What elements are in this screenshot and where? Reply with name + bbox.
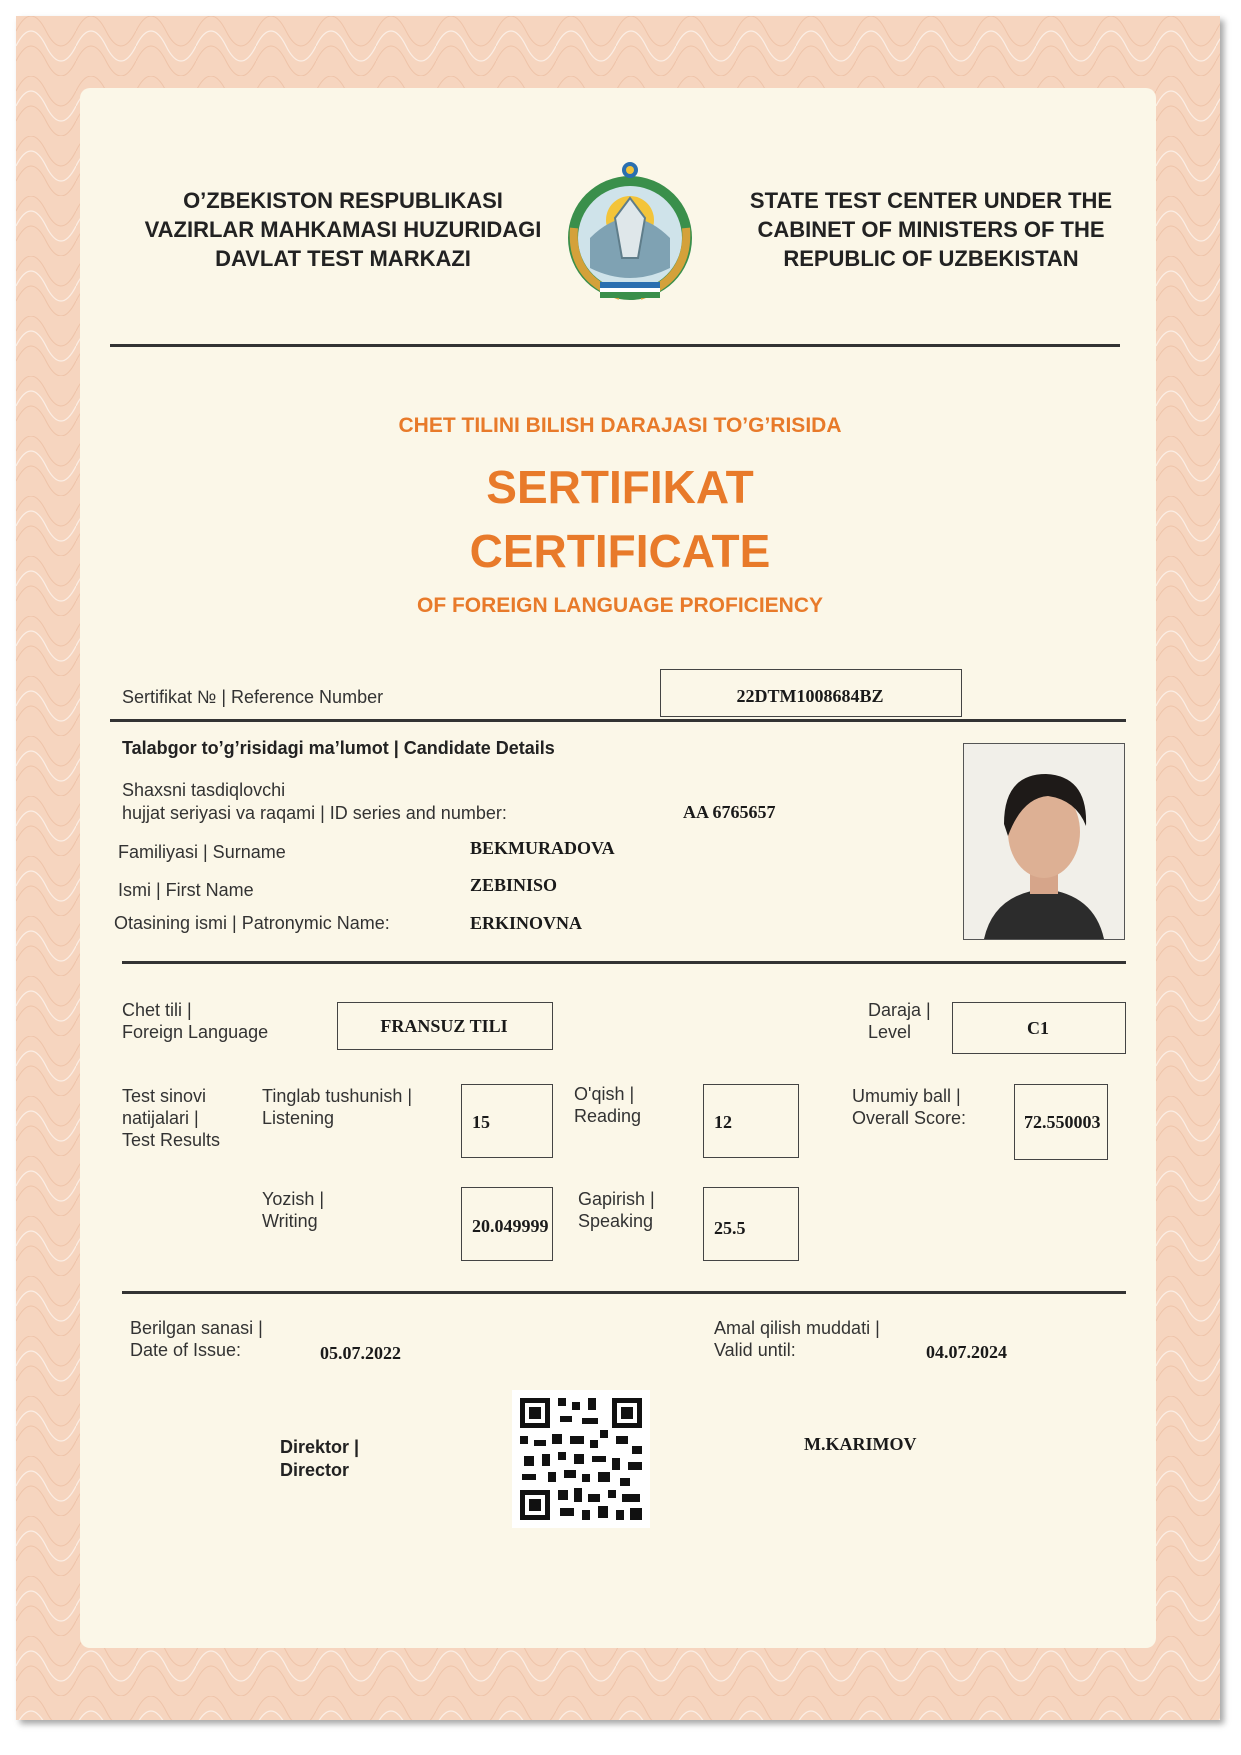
qr-code-icon[interactable] — [512, 1390, 650, 1528]
language-value: FRANSUZ TILI — [380, 1016, 508, 1036]
title-sertifikat: SERTIFIKAT — [486, 461, 754, 513]
speaking-label-2: Speaking — [578, 1211, 654, 1231]
results-label — [122, 1085, 220, 1151]
speaking-label-1: Gapirish | — [578, 1189, 655, 1209]
level-value: C1 — [1027, 1018, 1049, 1038]
header-left-line-3: DAVLAT TEST MARKAZI — [215, 246, 471, 271]
reading-label-1: O'qish | — [574, 1084, 635, 1104]
firstname-value: ZEBINISO — [470, 875, 558, 895]
director-label-2: Director — [280, 1460, 350, 1480]
overall-value: 72.550003 — [1024, 1112, 1101, 1132]
id-label-1: Shaxsni tasdiqlovchi — [122, 780, 286, 800]
portrait-icon — [964, 744, 1124, 939]
valid-label-2: Valid until: — [714, 1340, 796, 1360]
listening-label-1: Tinglab tushunish | — [262, 1086, 413, 1106]
header-left-line-1: O’ZBEKISTON RESPUBLIKASI — [183, 188, 503, 213]
surname-label: Familiyasi | Surname — [118, 842, 286, 862]
director-label-1: Direktor | — [280, 1437, 360, 1457]
firstname-label: Ismi | First Name — [118, 880, 254, 900]
reading-label-2: Reading — [574, 1106, 642, 1126]
issue-label — [130, 1317, 263, 1361]
level-label — [868, 999, 931, 1043]
listening-label-2: Listening — [262, 1108, 335, 1128]
writing-label — [262, 1188, 324, 1232]
level-label-2: Level — [868, 1022, 912, 1042]
valid-label — [714, 1317, 880, 1361]
language-label-2: Foreign Language — [122, 1022, 269, 1042]
results-label-2: natijalari | — [122, 1108, 199, 1128]
director-label — [280, 1436, 359, 1482]
results-divider — [122, 1291, 1126, 1294]
reading-label — [574, 1083, 641, 1127]
overall-label — [852, 1085, 966, 1129]
candidate-divider — [122, 961, 1126, 964]
header-left-line-2: VAZIRLAR MAHKAMASI HUZURIDAGI — [144, 217, 542, 242]
id-label-2: hujjat seriyasi va raqami | ID series and number: — [122, 803, 507, 823]
writing-label-2: Writing — [262, 1211, 318, 1231]
director-name: M.KARIMOV — [804, 1434, 917, 1454]
id-value: AA 6765657 — [683, 802, 776, 822]
valid-value: 04.07.2024 — [926, 1342, 1007, 1362]
listening-value: 15 — [472, 1112, 490, 1132]
writing-label-1: Yozish | — [262, 1189, 325, 1209]
level-label-1: Daraja | — [868, 1000, 931, 1020]
issue-label-1: Berilgan sanasi | — [130, 1318, 263, 1338]
language-label-1: Chet tili | — [122, 1000, 192, 1020]
results-label-3: Test Results — [122, 1130, 221, 1150]
header-right-line-3: REPUBLIC OF UZBEKISTAN — [783, 246, 1079, 271]
reading-value: 12 — [714, 1112, 732, 1132]
header-right-line-1: STATE TEST CENTER UNDER THE — [749, 188, 1113, 213]
patronymic-label: Otasining ismi | Patronymic Name: — [114, 913, 390, 933]
listening-label — [262, 1085, 412, 1129]
reference-value: 22DTM1008684BZ — [736, 686, 884, 706]
speaking-label — [578, 1188, 655, 1232]
state-emblem-icon — [560, 158, 700, 306]
title-pre: CHET TILINI BILISH DARAJASI TO’G’RISIDA — [398, 414, 842, 437]
candidate-photo — [963, 743, 1125, 940]
reference-label: Sertifikat № | Reference Number — [122, 687, 384, 707]
header-divider — [110, 344, 1120, 347]
candidate-heading: Talabgor to’g’risidagi ma’lumot | Candidate Details — [122, 738, 555, 758]
overall-label-1: Umumiy ball | — [852, 1086, 961, 1106]
title-certificate: CERTIFICATE — [469, 525, 771, 577]
header-right — [706, 186, 1156, 273]
writing-value: 20.049999 — [472, 1216, 549, 1236]
surname-value: BEKMURADOVA — [470, 838, 615, 858]
patronymic-value: ERKINOVNA — [470, 913, 583, 933]
overall-label-2: Overall Score: — [852, 1108, 967, 1128]
header-left — [118, 186, 568, 273]
language-label — [122, 999, 268, 1043]
issue-label-2: Date of Issue: — [130, 1340, 242, 1360]
valid-label-1: Amal qilish muddati | — [714, 1318, 880, 1338]
title-sub: OF FOREIGN LANGUAGE PROFICIENCY — [416, 594, 823, 617]
issue-value: 05.07.2022 — [320, 1343, 401, 1363]
reference-divider — [110, 719, 1126, 722]
speaking-value: 25.5 — [714, 1218, 746, 1238]
results-label-1: Test sinovi — [122, 1086, 207, 1106]
qr-code-graphic — [512, 1390, 650, 1528]
header-right-line-2: CABINET OF MINISTERS OF THE — [757, 217, 1105, 242]
